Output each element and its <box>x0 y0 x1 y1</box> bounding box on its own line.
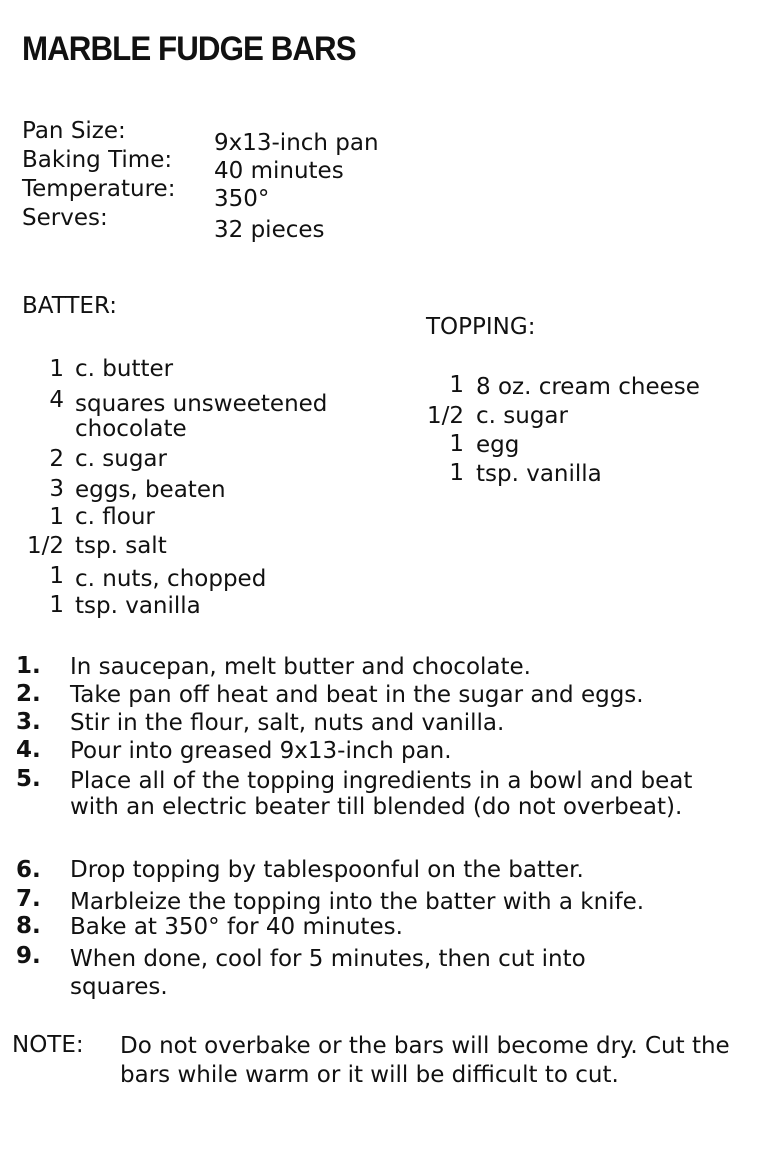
batter-item: c. nuts, chopped <box>75 566 267 592</box>
note-label: NOTE: <box>12 1032 84 1058</box>
step-text: Marbleize the topping into the batter with a knife. <box>70 889 645 915</box>
batter-qty: 1 <box>49 356 64 382</box>
batter-item: tsp. salt <box>75 533 167 559</box>
topping-qty: 1 <box>449 460 464 486</box>
step-text: When done, cool for 5 minutes, then cut into squares. <box>70 946 586 1000</box>
step-text: Take pan off heat and beat in the sugar and eggs. <box>70 682 644 708</box>
step-text: Place all of the topping ingredients in a bowl and beat with an electric beater till blended (do not overbeat). <box>70 768 693 821</box>
step-text: Pour into greased 9x13-inch pan. <box>70 738 452 764</box>
batter-item: c. flour <box>75 504 155 530</box>
batter-item: c. sugar <box>75 446 167 472</box>
batter-qty: 3 <box>49 476 64 502</box>
batter-qty: 1 <box>49 504 64 530</box>
step-number: 6. <box>16 857 41 883</box>
topping-item: tsp. vanilla <box>476 461 602 487</box>
step-number: 5. <box>16 766 41 792</box>
batter-item: chocolate <box>75 416 187 442</box>
batter-heading: BATTER: <box>22 293 117 319</box>
step-number: 8. <box>16 913 41 939</box>
info-value-pan-size: 9x13-inch pan <box>214 130 379 156</box>
batter-qty: 1 <box>49 563 64 589</box>
step-text: Drop topping by tablespoonful on the batter. <box>70 857 584 883</box>
step-text: Bake at 350° for 40 minutes. <box>70 914 403 940</box>
batter-qty: 1 <box>49 592 64 618</box>
topping-item: c. sugar <box>476 403 568 429</box>
batter-item: eggs, beaten <box>75 477 226 503</box>
topping-qty: 1 <box>449 431 464 457</box>
recipe-title: MARBLE FUDGE BARS <box>22 30 356 68</box>
batter-item: squares unsweetened <box>75 391 328 417</box>
step-number: 1. <box>16 653 41 679</box>
topping-qty: 1 <box>449 372 464 398</box>
step-text: In saucepan, melt butter and chocolate. <box>70 654 531 680</box>
batter-qty: 4 <box>49 387 64 413</box>
batter-item: c. butter <box>75 356 174 382</box>
step-number: 7. <box>16 886 41 912</box>
batter-qty: 1/2 <box>26 533 64 559</box>
info-value-temperature: 350° <box>214 186 270 212</box>
info-label-temperature: Temperature: <box>22 176 176 202</box>
info-label-baking-time: Baking Time: <box>22 147 173 173</box>
topping-item: 8 oz. cream cheese <box>476 374 700 400</box>
step-number: 4. <box>16 737 41 763</box>
topping-qty: 1/2 <box>426 403 464 429</box>
step-number: 9. <box>16 943 41 969</box>
topping-item: egg <box>476 432 520 458</box>
info-label-serves: Serves: <box>22 205 108 231</box>
note-text: Do not overbake or the bars will become dry. Cut the bars while warm or it will be difficult to cut. <box>120 1033 730 1089</box>
step-number: 2. <box>16 681 41 707</box>
info-label-pan-size: Pan Size: <box>22 118 126 144</box>
info-value-serves: 32 pieces <box>214 217 325 243</box>
batter-qty: 2 <box>49 446 64 472</box>
step-text: Stir in the flour, salt, nuts and vanilla. <box>70 710 505 736</box>
batter-item: tsp. vanilla <box>75 593 201 619</box>
step-number: 3. <box>16 709 41 735</box>
topping-heading: TOPPING: <box>426 314 536 340</box>
info-value-baking-time: 40 minutes <box>214 158 344 184</box>
